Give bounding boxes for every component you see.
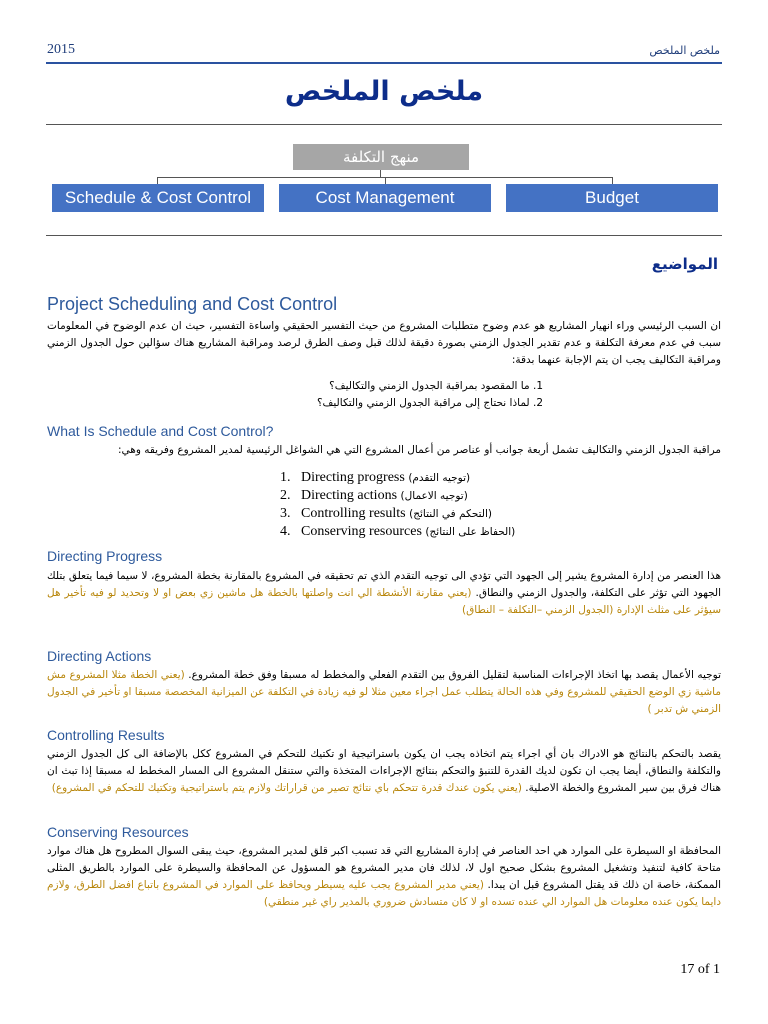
- section-main-intro: ان السبب الرئيسي وراء انهيار المشاريع هو عدم وضوح متطلبات المشروع من حيث التفسير الحقيقي واساءة التفسير، حيث ان عدم الوضوح في المعلومات سبب في عدم معرفة التكلفة و عدم تقدير الجدول الزمني بصورة دقيقة لذلك قبل وصف الطرق لرصد ومراقبة المشاريع هناك سؤالين حول الجدول الزمني ومراقبة التكاليف يجب ان يتم الإجابة عنهما بدقة:: [47, 320, 721, 366]
- org-connector: [612, 177, 613, 184]
- org-connector: [380, 170, 381, 177]
- section-resources-body: المحافظة او السيطرة على الموارد هي احد العناصر في إدارة المشاريع التي قد تسبب اكبر قلق لمدير المشروع، حيث يبقى السوال المطروح هل هناك موارد متاحة كافية لتنفيذ وتشغيل المشروع بشكل صحيح اول لا، لذلك فان مدير المشروع هو المسؤول عن المحافظة والسيطرة على الموارد بالطريق المثلى الممكنة، خاصة ان ذلك قد يقتل المشروع قبل ان يبدا. (يعني مدير المشروع يجب عليه يسيطر ويحافظ على الموارد في المشروع باتباع افضل الطرق، ولازم دايما يكون عنده معلومات هل الموارد الي عنده تسده او لا كان متسادش ضروري بالمدير راي غير منطقي): [47, 845, 721, 908]
- divider-line: [46, 235, 722, 236]
- section-heading-resources: Conserving Resources: [47, 824, 189, 840]
- section-heading-main: Project Scheduling and Cost Control: [47, 294, 338, 314]
- section-heading-what: What Is Schedule and Cost Control?: [47, 423, 274, 439]
- section-heading-results: Controlling Results: [47, 727, 165, 743]
- divider-line: [46, 124, 722, 125]
- section-results-body: يقصد بالتحكم بالنتائج هو الادراك بان أي اجراء يتم اتخاذه يجب ان يكون باستراتيجية او تكتيك للتحكم في المشروع ككل بالإضافة الى كل الجدول الزمني والتكلفة والنطاق، أيضا يجب ان تكون لديك القدرة للتنبؤ والتحكم بنتائج الإجراءات المتخذة والتي ستنقل المشروع الى المسار المخطط له مسبقا إذا تبث ان هناك فرق بين سير المشروع والخطة الاصلية. (يعني يكون عندك قدرة تتحكم باي نتائج تصير من قراراتك ولازم يتم باستراتيجية وتكتيك للتحكم في المشروع): [47, 748, 721, 794]
- elements-list: [280, 469, 515, 541]
- question-list: [317, 378, 543, 412]
- header-year: 2015: [47, 42, 75, 57]
- org-chart-top-box: منهج التكلفة: [293, 144, 469, 170]
- header-divider: [46, 62, 722, 64]
- section-heading-progress: Directing Progress: [47, 548, 163, 564]
- list-item: 1. Directing progress (توجيه التقدم): [280, 470, 471, 485]
- org-connector: [385, 177, 386, 184]
- list-item: 4. Conserving resources (الحفاظ على النتائج): [280, 524, 516, 539]
- org-connector: [157, 177, 158, 184]
- section-actions-body: توجيه الأعمال يقصد بها اتخاذ الإجراءات المناسبة لتقليل الفروق بين التقدم الفعلي والمخطط له مسبقا وفق خطة المشروع. (يعني الخطة مثلا المشروع مش ماشية زي الوضع الحقيقي للمشروع وفي هذه الحالة يتطلب عمل اجراء معين مثلا لو فيه زيادة في التكلفة عن الميزانية المخصصة مسبقا او تأخير في الجدول الزمني ش تدبر ): [47, 669, 721, 715]
- list-item: 3. Controlling results (التحكم في النتائج): [280, 506, 492, 521]
- list-item: 1. ما المقصود بمراقبة الجدول الزمني والتكاليف؟: [329, 380, 543, 392]
- org-box-budget: Budget: [506, 184, 718, 212]
- list-item: 2. Directing actions (توجيه الاعمال): [280, 488, 468, 503]
- org-box-schedule-cost-control: Schedule & Cost Control: [52, 184, 264, 212]
- org-box-cost-management: Cost Management: [279, 184, 491, 212]
- topics-label: المواضيع: [651, 255, 718, 273]
- section-heading-actions: Directing Actions: [47, 648, 152, 664]
- section-progress-body: هذا العنصر من إدارة المشروع يشير إلى الجهود التي تؤدي الى توجيه التقدم الذي تم تحقيقه في المشروع بالمقارنة بخطة المشروع، لا سيما فيما يتعلق بتلك الجهود التي تؤثر على التكلفة، والجدول الزمني والنطاق. (يعني مقارنة الأنشطة الي انت واصلتها بالخطة هل ماشين زي بعض او لا وتحديد لو فيه تأخير هل سيؤثر على مثلث الإدارة (الجدول الزمني –التكلفة – النطاق): [47, 570, 722, 616]
- list-item: 2. لماذا نحتاج إلى مراقبة الجدول الزمني والتكاليف؟: [316, 397, 543, 409]
- header-doc-name: ملخص الملخص: [649, 44, 720, 57]
- page-title: ملخص الملخص: [284, 76, 484, 107]
- page-number: 17 of 1: [680, 962, 720, 977]
- section-what-intro: مراقبة الجدول الزمني والتكاليف تشمل أربعة جوانب أو عناصر من أعمال المشروع التي هي الشواغل الرئيسية لمدير المشروع وفريقه وهي:: [118, 444, 721, 456]
